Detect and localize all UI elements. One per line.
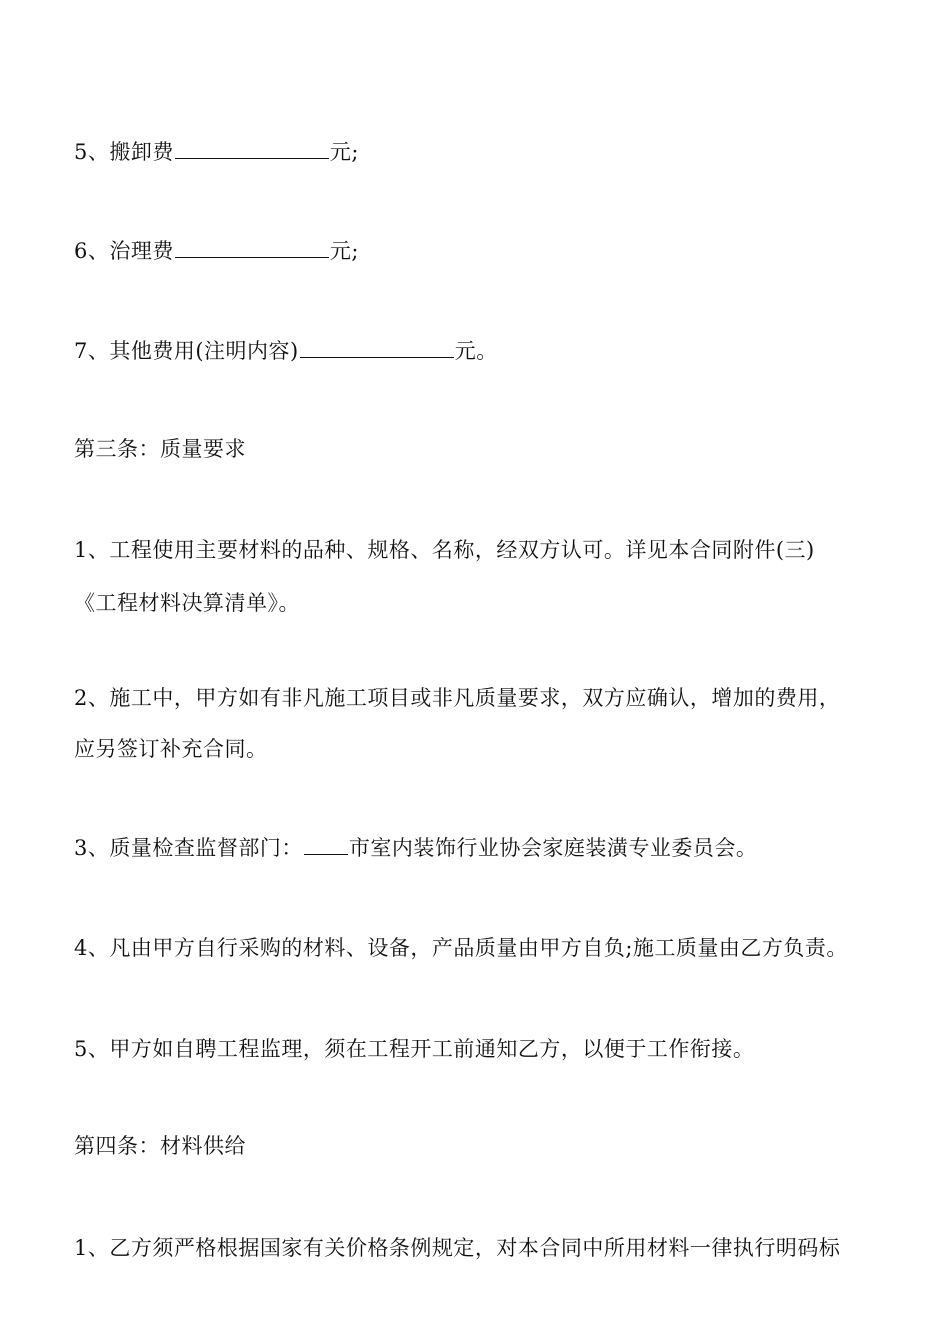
paragraph-line: 1、乙方须严格根据国家有关价格条例规定，对本合同中所用材料一律执行明码标	[74, 1236, 841, 1260]
section-heading: 第三条：质量要求	[74, 437, 246, 461]
clause-suffix: 市室内装饰行业协会家庭装潢专业委员会。	[348, 836, 758, 860]
fill-in-blank[interactable]	[175, 138, 329, 159]
fee-label: 6、治理费	[74, 239, 174, 263]
paragraph-line: 1、工程使用主要材料的品种、规格、名称，经双方认可。详见本合同附件(三)	[74, 538, 815, 562]
paragraph-line: 应另签订补充合同。	[74, 737, 268, 761]
fee-unit: 元;	[329, 140, 359, 164]
fee-line-7	[74, 336, 498, 366]
paragraph-line	[74, 833, 757, 863]
paragraph-line: 5、甲方如自聘工程监理，须在工程开工前通知乙方，以便于工作衔接。	[74, 1037, 755, 1061]
clause-prefix: 3、质量检查监督部门：	[74, 836, 303, 860]
fill-in-blank[interactable]	[304, 834, 348, 855]
fee-label: 5、搬卸费	[74, 140, 174, 164]
fill-in-blank[interactable]	[300, 337, 454, 358]
fee-line-6	[74, 236, 359, 266]
fee-label: 7、其他费用(注明内容)	[74, 339, 299, 363]
paragraph-line: 2、施工中，甲方如有非凡施工项目或非凡质量要求，双方应确认，增加的费用，	[74, 686, 841, 710]
fee-unit: 元;	[329, 239, 359, 263]
paragraph-line: 4、凡由甲方自行采购的材料、设备，产品质量由甲方自负;施工质量由乙方负责。	[74, 936, 848, 960]
paragraph-line: 《工程材料决算清单》。	[74, 591, 300, 615]
fee-unit: 元。	[454, 339, 498, 363]
section-heading: 第四条：材料供给	[74, 1134, 246, 1158]
fill-in-blank[interactable]	[175, 237, 329, 258]
fee-line-5	[74, 137, 359, 167]
